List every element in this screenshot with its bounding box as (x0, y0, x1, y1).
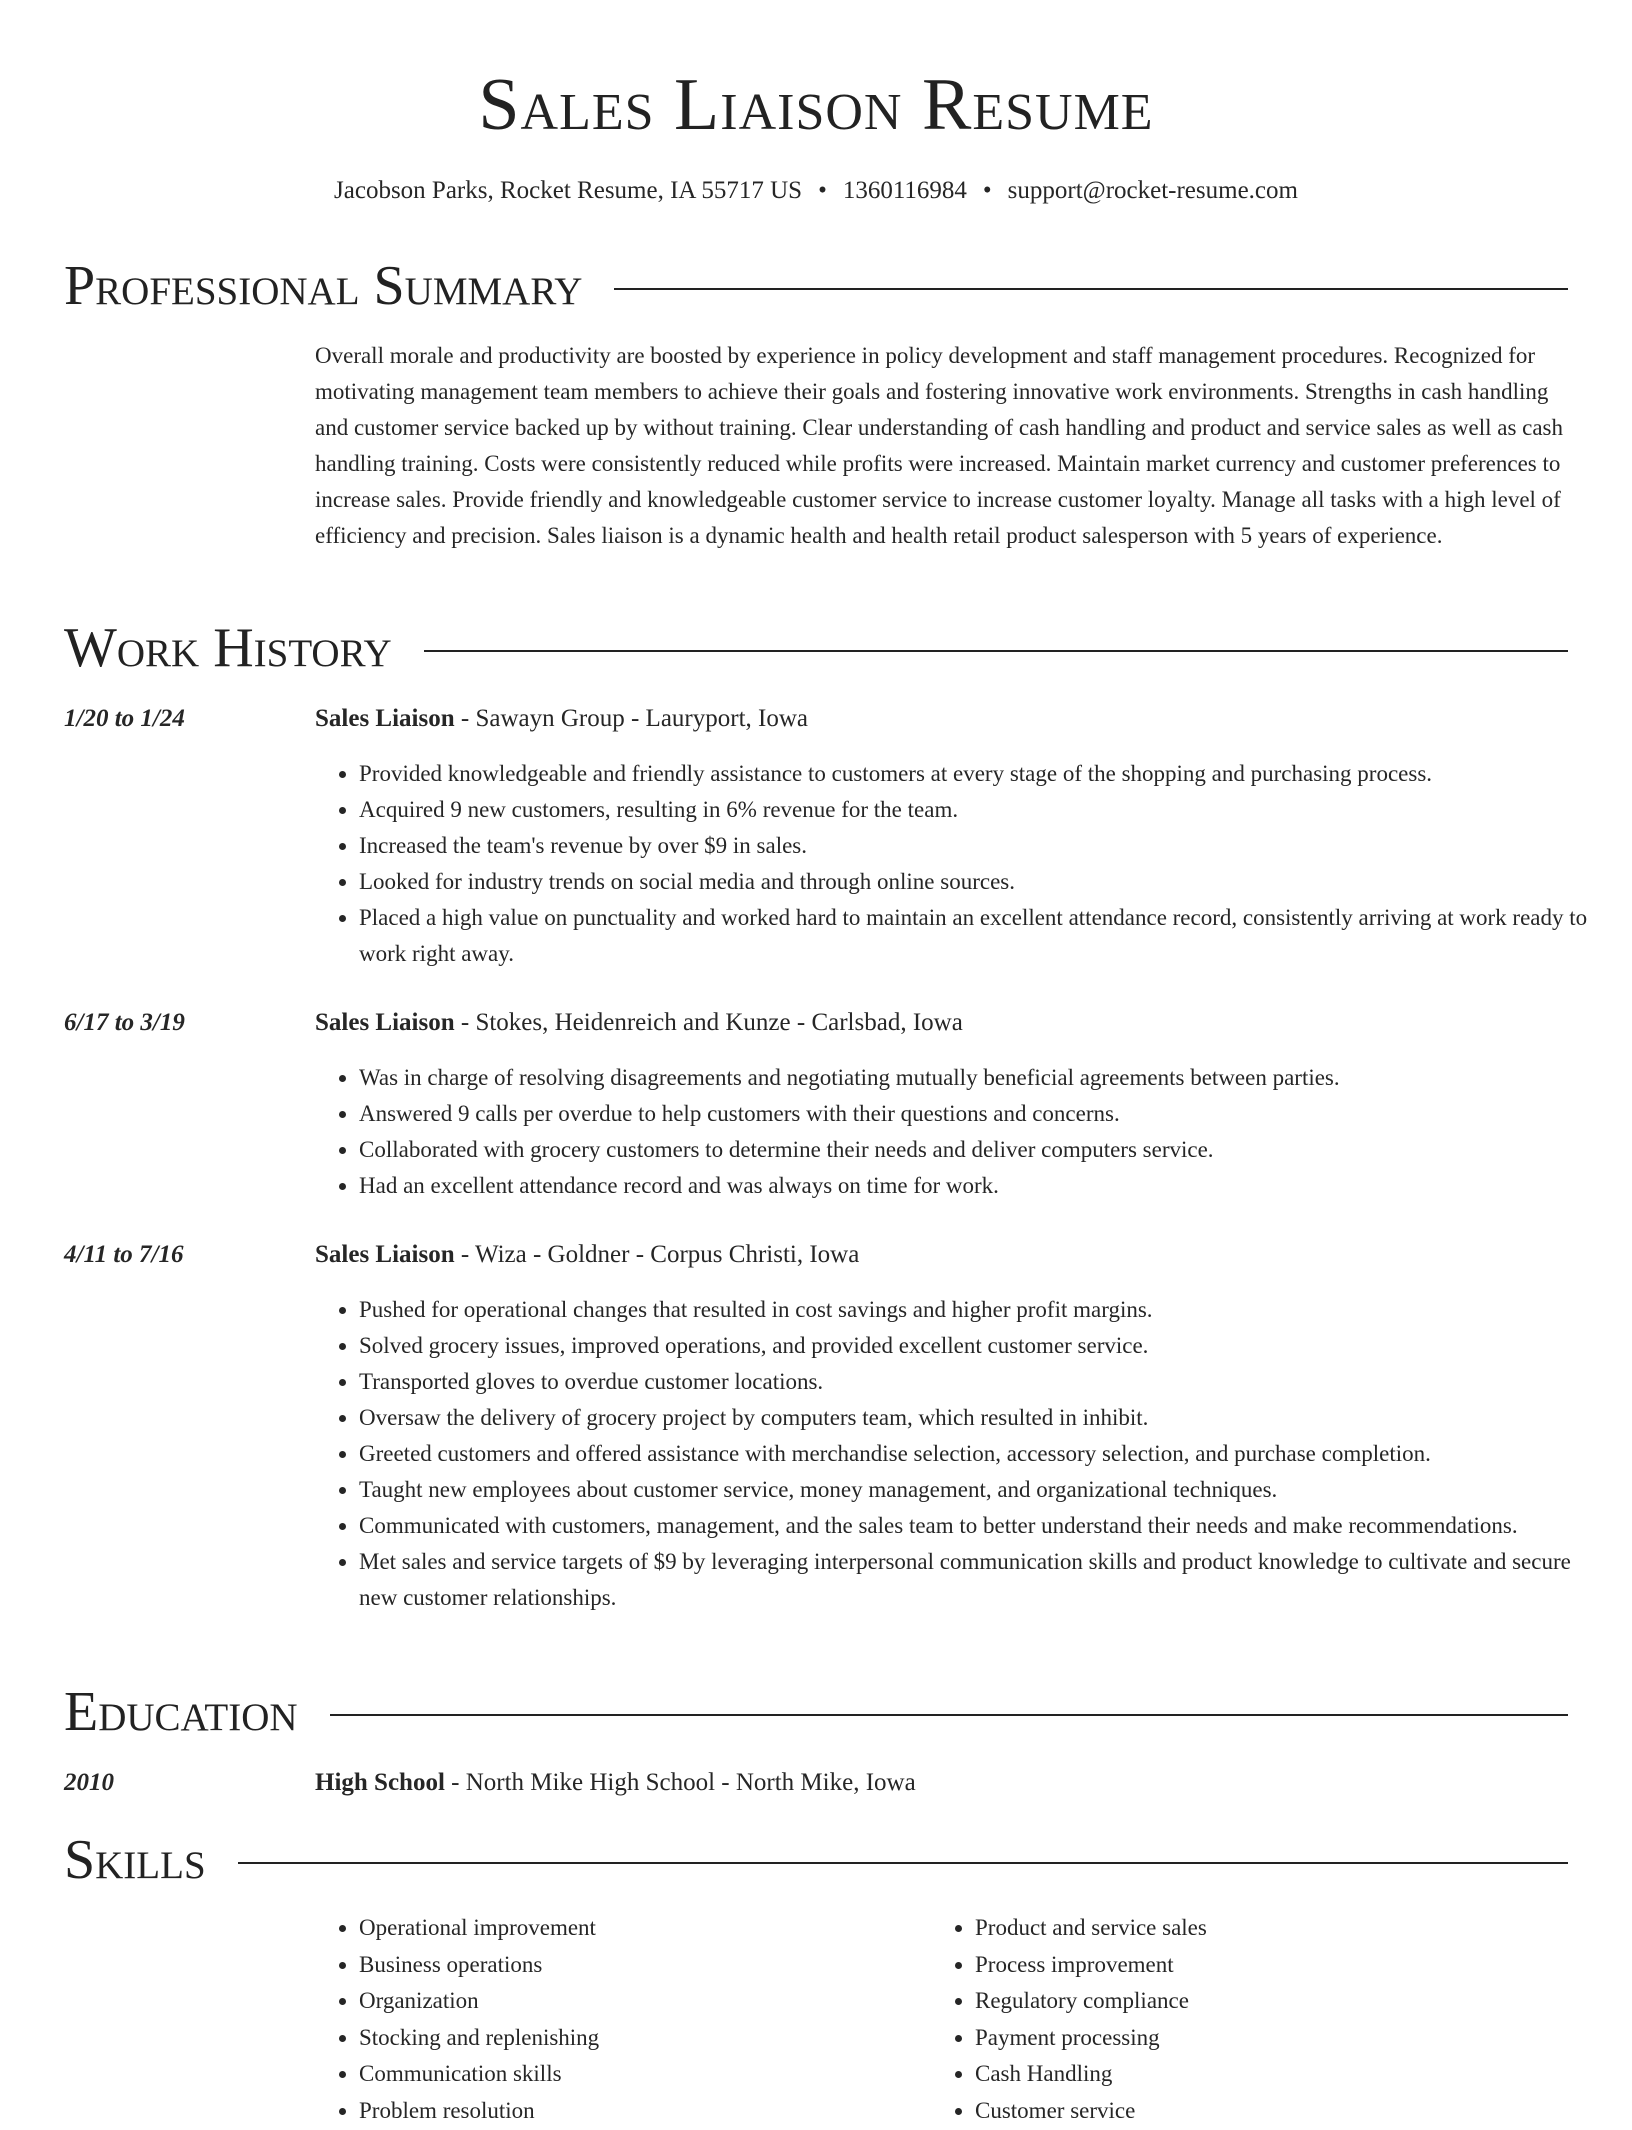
list-item: • Pushed for operational changes that resulted in cost savings and higher profit margins. (359, 1292, 1612, 1328)
job-bullets (315, 756, 1612, 972)
education-degree: High School (315, 1769, 445, 1796)
list-item: • Placed a high value on punctuality and worked hard to maintain an excellent attendance record, consistently arriving at work ready to work right away. (359, 900, 1612, 972)
job-bullets (315, 1292, 1612, 1616)
education-year: 2010 (64, 1769, 114, 1796)
contact-separator: • (818, 177, 827, 204)
list-item: • Transported gloves to overdue customer locations. (359, 1364, 1612, 1400)
list-item: • Communicated with customers, management, and the sales team to better understand their needs and make recommendations. (359, 1508, 1612, 1544)
skill-item: • Business operations (359, 1947, 929, 1984)
section-education (64, 1680, 1568, 1744)
list-item: • Met sales and service targets of $9 by leveraging interpersonal communication skills and product knowledge to cultivate and secure new customer relationships. (359, 1544, 1612, 1616)
job-employer: - Wiza - Goldner - Corpus Christi, Iowa (454, 1241, 860, 1268)
section-skills (64, 1828, 1568, 1892)
job-employer: - Sawayn Group - Lauryport, Iowa (454, 705, 808, 732)
job-heading (315, 702, 808, 736)
list-item: • Was in charge of resolving disagreements and negotiating mutually beneficial agreements between parties. (359, 1060, 1612, 1096)
contact-phone: 1360116984 (842, 177, 967, 204)
skill-item: • Problem resolution (359, 2093, 929, 2130)
job-heading (315, 1238, 859, 1272)
summary-paragraph: Overall morale and productivity are boosted by experience in policy development and staff management procedures. Recognized for motivating management team members to achieve their goals and fostering innovative work environments. Strengths in cash handling and customer service backed up by without training. Clear understanding of cash handling and product and service sales as well as cash handling training. Costs were consistently reduced while profits were increased. Maintain market currency and customer preferences to increase sales. Provide friendly and knowledgeable customer service to increase customer loyalty. Manage all tasks with a high level of efficiency and precision. Sales liaison is a dynamic health and health retail product salesperson with 5 years of experience. (315, 343, 1564, 548)
skill-item: • Product and service sales (975, 1910, 1575, 1947)
list-item: • Solved grocery issues, improved operations, and provided excellent customer service. (359, 1328, 1612, 1364)
job-dates: 6/17 to 3/19 (64, 1009, 185, 1036)
list-item: • Acquired 9 new customers, resulting in 6% revenue for the team. (359, 792, 1612, 828)
list-item: • Collaborated with grocery customers to determine their needs and deliver computers service. (359, 1132, 1612, 1168)
skill-item: • Organization (359, 1983, 929, 2020)
resume-title: Sales Liaison Resume (478, 64, 1154, 146)
job-title: Sales Liaison (315, 1009, 455, 1036)
section-work-history (64, 616, 1568, 680)
skill-item: • Regulatory compliance (975, 1983, 1575, 2020)
job-heading (315, 1006, 963, 1040)
job-dates: 1/20 to 1/24 (64, 705, 185, 732)
skills-column-left (315, 1910, 929, 2130)
section-divider (614, 288, 1568, 290)
section-title: Professional Summary (64, 255, 583, 317)
section-title: Skills (64, 1829, 206, 1891)
job-title: Sales Liaison (315, 1241, 455, 1268)
section-title: Education (64, 1681, 298, 1743)
education-school: - North Mike High School - North Mike, Iowa (444, 1769, 916, 1796)
list-item: • Taught new employees about customer service, money management, and organizational techniques. (359, 1472, 1612, 1508)
skill-item: • Communication skills (359, 2056, 929, 2093)
skill-item: • Stocking and replenishing (359, 2020, 929, 2057)
list-item: • Oversaw the delivery of grocery project by computers team, which resulted in inhibit. (359, 1400, 1612, 1436)
section-title: Work History (64, 617, 392, 679)
skill-item: • Customer service (975, 2093, 1575, 2130)
skill-item: • Cash Handling (975, 2056, 1575, 2093)
contact-address: Jacobson Parks, Rocket Resume, IA 55717 US (334, 177, 803, 204)
contact-email: support@rocket-resume.com (1007, 177, 1298, 204)
job-employer: - Stokes, Heidenreich and Kunze - Carlsbad, Iowa (454, 1009, 963, 1036)
contact-separator: • (982, 177, 992, 204)
list-item: • Greeted customers and offered assistance with merchandise selection, accessory selection, and purchase completion. (359, 1436, 1612, 1472)
list-item: • Answered 9 calls per overdue to help customers with their questions and concerns. (359, 1096, 1612, 1132)
list-item: • Increased the team's revenue by over $9 in sales. (359, 828, 1612, 864)
skill-item: • Payment processing (975, 2020, 1575, 2057)
job-bullets (315, 1060, 1612, 1204)
skill-item: • Process improvement (975, 1947, 1575, 1984)
list-item: • Had an excellent attendance record and was always on time for work. (359, 1168, 1612, 1204)
list-item: • Looked for industry trends on social media and through online sources. (359, 864, 1612, 900)
section-divider (238, 1862, 1568, 1864)
education-heading (315, 1766, 916, 1800)
skills-column-right (931, 1910, 1575, 2130)
section-divider (424, 650, 1568, 652)
job-title: Sales Liaison (315, 705, 455, 732)
section-divider (330, 1714, 1568, 1716)
contact-line (0, 174, 1632, 208)
list-item: • Provided knowledgeable and friendly assistance to customers at every stage of the shopping and purchasing process. (359, 756, 1612, 792)
job-dates: 4/11 to 7/16 (64, 1241, 184, 1268)
section-professional-summary (64, 254, 1568, 318)
skill-item: • Operational improvement (359, 1910, 929, 1947)
